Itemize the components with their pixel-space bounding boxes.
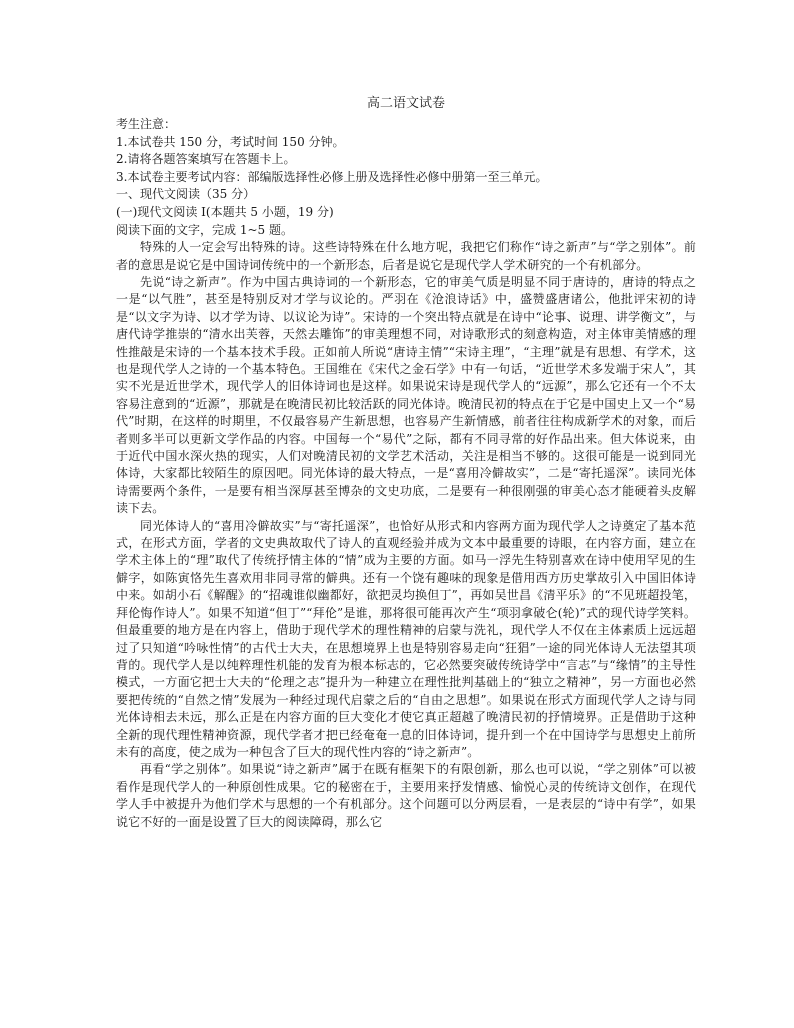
body-paragraph: 同光体诗人的“喜用冷僻故实”与“寄托遥深”，也恰好从形式和内容两方面为现代学人之诗奠定了基本范式，在形式方面，学者的文史典故取代了诗人的直观经验并成为文本中最重要的诗眼，在内容方面，建立在学术主体上的“理”取代了传统抒情主体的“情”成为主要的方面。如马一浮先生特别喜欢在诗中使用罕见的生僻字，如陈寅恪先生喜欢用非同寻常的僻典。还有一个饶有趣味的现象是借用西方历史掌故引入中国旧体诗中来。如胡小石《解醒》的“招魂谁似幽都好，欲把灵均换但丁”，再如吴世昌《清平乐》的“不见班超投笔，拜伦悔作诗人”。如果不知道“但丁”“拜伦”是谁，那将很可能再次产生“项羽拿破仑(轮)”式的现代诗学笑料。但最重要的地方是在内容上，借助于现代学术的理性精神的启蒙与洗礼，现代学人不仅在主体素质上远远超过了只知道“吟咏性情”的古代士大夫，在思想境界上也是特别容易走向“狂猖”一途的同光体诗人无法望其项背的。现代学人是以纯粹理性机能的发育为根本标志的，它必然要突破传统诗学中“言志”与“缘情”的主导性模式，一方面它把士大夫的“伦理之志”提升为一种建立在理性批判基础上的“独立之精神”，另一方面也必然要把传统的“自然之情”发展为一种经过现代启蒙之后的“自由之思想”。如果说在形式方面现代学人之诗与同光体诗相去未远，那么正是在内容方面的巨大变化才使它真正超越了晚清民初的抒情境界。正是借助于这种全新的现代理性精神资源，现代学者才把已经奄奄一息的旧体诗词，提升到一个在中国诗学与思想史上前所未有的高度，使之成为一种包含了巨大的现代性内容的“诗之新声”。 (116, 518, 696, 759)
exam-title: 高二语文试卷 (366, 96, 445, 111)
exam-page (116, 95, 696, 831)
body-paragraph: 先说“诗之新声”。作为中国古典诗词的一个新形态，它的审美气质是明显不同于唐诗的，唐诗的特点之一是“以气胜”，甚至是特别反对才学与议论的。严羽在《沧浪诗话》中，盛赞盛唐诸公，他批评宋初的诗是“以文字为诗、以才学为诗、以议论为诗”。宋诗的一个突出特点就是在诗中“论事、说理、讲学衡文”，与唐代诗学推崇的“清水出芙蓉，天然去雕饰”的审美理想不同，对诗歌形式的刻意构造，对主体审美情感的理性推敲是宋诗的一个基本技术手段。正如前人所说“唐诗主情”“宋诗主理”，“主理”就是有思想、有学术，这也是现代学人之诗的一个基本特色。王国维在《宋代之金石学》中有一句话，“近世学术多发端于宋人”，其实不光是近世学术，现代学人的旧体诗词也是这样。如果说宋诗是现代学人的“远源”，那么它还有一个不太容易注意到的“近源”，那就是在晚清民初比较活跃的同光体诗。晚清民初的特点在于它是中国史上又一个“易代”时期，在这样的时期里，不仅最容易产生新思想，也容易产生新情感，前者往往构成新学术的对象，而后者则多半可以更新文学作品的内容。中国每一个“易代”之际，都有不同寻常的好作品出来。但大体说来，由于近代中国水深火热的现实，人们对晚清民初的文学艺术活动，关注是相当不够的。这很可能是一说到同光体诗，大家都比较陌生的原因吧。同光体诗的最大特点，一是“喜用冷僻故实”，二是“寄托遥深”。读同光体诗需要两个条件，一是要有相当深厚甚至博杂的文史功底，二是要有一种很刚强的审美心态才能硬着头皮解读下去。 (116, 274, 696, 516)
section-heading: 一、现代文阅读（35 分） (116, 187, 256, 202)
notice-item: 1.本试卷共 150 分，考试时间 150 分钟。 (116, 134, 345, 149)
notice-heading: 考生注意： (116, 117, 177, 131)
subsection-heading: (一)现代文阅读 I(本题共 5 小题，19 分) (116, 204, 334, 219)
body-paragraph: 再看“学之别体”。如果说“诗之新声”属于在既有框架下的有限创新，那么也可以说，“学之别体”可以被看作是现代学人的一种原创性成果。它的秘密在于，主要用来抒发情感、愉悦心灵的传统诗文创作，在现代学人手中被提升为他们学术与思想的一个有机部分。这个问题可以分两层看，一是表层的“诗中有学”，如果说它不好的一面是设置了巨大的阅读障碍，那么它 (116, 762, 696, 829)
notice-item: 2.请将各题答案填写在答题卡上。 (116, 152, 296, 167)
body-paragraph: 特殊的人一定会写出特殊的诗。这些诗特殊在什么地方呢，我把它们称作“诗之新声”与“学之别体”。前者的意思是说它是中国诗词传统中的一个新形态，后者是说它是现代学人学术研究的一个有机部分。 (116, 240, 696, 272)
notice-item: 3.本试卷主要考试内容：部编版选择性必修上册及选择性必修中册第一至三单元。 (116, 169, 548, 184)
reading-instruction: 阅读下面的文字，完成 1~5 题。 (116, 222, 293, 237)
